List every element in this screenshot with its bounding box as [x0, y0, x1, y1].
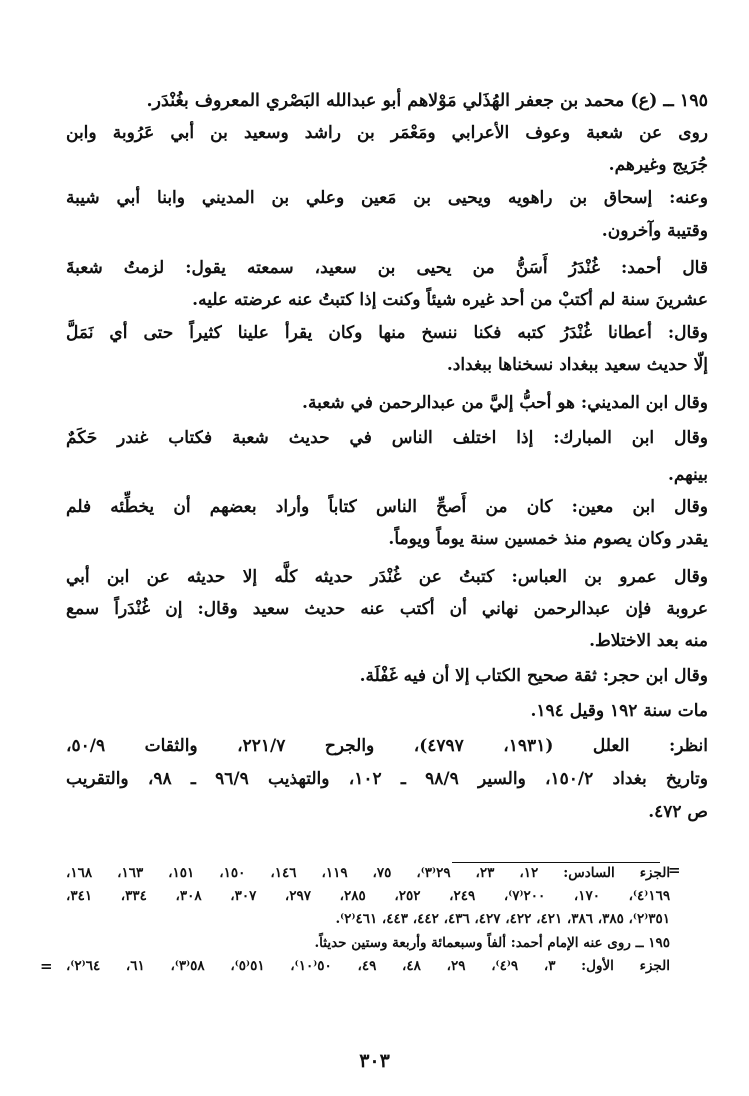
entry-line: وقال: أعطانا غُنْدَرُ كتبه فكنا ننسخ منها وكان يقرأ علينا كثيراً حتى أي نَمَلَّ — [66, 323, 708, 343]
entry-line: وقال ابن معين: كان من أَصحِّ الناس كتاباً وأراد بعضهم أن يخطِّئه فلم — [66, 497, 708, 517]
entry-line: وعنه: إسحاق بن راهويه ويحيى بن مَعين وعلي بن المديني وابنا أبي شيبة — [66, 188, 708, 208]
entry-line: وقال ابن المديني: هو أحبُّ إليَّ من عبدالرحمن في شعبة. — [302, 393, 708, 413]
entry-line: عروبة فإن عبدالرحمن نهاني أن أكتب عنه حديث سعيد وقال: إن غُنْدَراً سمع — [66, 599, 708, 619]
references-line: ص ٤٧٢. — [648, 802, 708, 822]
entry-line: وقال عمرو بن العباس: كتبتُ عن غُنْدَر حديثه كلَّه إلا حديثه عن ابن أبي — [66, 567, 708, 587]
references-line: وتاريخ بغداد ١٥٠/٢، والسير ٩٨/٩ ـ ١٠٢، والتهذيب ٩٦/٩ ـ ٩٨، والتقريب — [66, 769, 708, 789]
entry-line: إلّا حديث سعيد ببغداد نسخناها ببغداد. — [446, 355, 708, 375]
entry-line: مات سنة ١٩٢ وقيل ١٩٤. — [530, 701, 708, 721]
continuation-mark: = — [40, 957, 53, 975]
entry-line: قال أحمد: غُنْدَرُ أَسَنُّ من يحيى بن سعيد، سمعته يقول: لزمتُ شعبةَ — [66, 258, 708, 278]
entry-line: جُرَيج وغيرهم. — [608, 155, 708, 175]
footnote-line: الجزء الأول: ٣، ٩⁽٤⁾، ٢٩، ٤٨، ٤٩، ٥٠⁽١٠⁾، ٥١⁽٥⁾، ٥٨⁽٣⁾، ٦١، ٦٤⁽٢⁾، — [66, 958, 671, 974]
references-line: انظر: العلل (١٩٣١، ٤٧٩٧)، والجرح ٢٢١/٧، والثقات ٥٠/٩، — [66, 736, 709, 756]
continuation-mark: = — [668, 861, 681, 879]
entry-line: عشرينَ سنة لم أكتبْ من أحد غيره شيئاً وكنت إذا كتبتُ عنه عرضته عليه. — [192, 290, 708, 310]
footnote-line: ١٩٥ ــ روى عنه الإمام أحمد: ألفاً وسبعمائة وأربعة وستين حديثاً. — [314, 935, 670, 951]
entry-line: وقال ابن المبارك: إذا اختلف الناس في حديث شعبة فكتاب غندر حَكَمٌ — [66, 428, 708, 448]
entry-line: بينهم. — [667, 465, 708, 485]
entry-line: يقدر وكان يصوم منذ خمسين سنة يوماً ويوماً. — [388, 529, 708, 549]
entry-line: روى عن شعبة وعوف الأعرابي ومَعْمَر بن راشد وسعيد بن أبي عَرُوبة وابن — [66, 123, 708, 143]
page-number: ٣٠٣ — [359, 1050, 390, 1072]
entry-line: وقال ابن حجر: ثقة صحيح الكتاب إلا أن فيه غَفْلَة. — [359, 666, 708, 686]
footnote-line: الجزء السادس: ١٢، ٢٣، ٢٩⁽٣⁾، ٧٥، ١١٩، ١٤٦، ١٥٠، ١٥١، ١٦٣، ١٦٨، — [66, 865, 671, 881]
entry-heading: ١٩٥ ــ (ع) محمد بن جعفر الهُذَلي مَوْلاهم أبو عبدالله البَصْري المعروف بغُنْدَر. — [146, 91, 708, 111]
footnote-line: ٣٥١⁽٢⁾، ٣٨٥، ٣٨٦، ٤٢١، ٤٢٢، ٤٢٧، ٤٣٦، ٤٤٢، ٤٤٣، ٤٦١⁽٢⁾. — [335, 911, 670, 927]
footnote-line: ١٦٩⁽٤⁾، ١٧٠، ٢٠٠⁽٧⁾، ٢٤٩، ٢٥٢، ٢٨٥، ٢٩٧، ٣٠٧، ٣٠٨، ٣٣٤، ٣٤١، — [66, 888, 671, 904]
entry-line: منه بعد الاختلاط. — [589, 631, 708, 651]
entry-line: وقتيبة وآخرون. — [601, 221, 708, 241]
